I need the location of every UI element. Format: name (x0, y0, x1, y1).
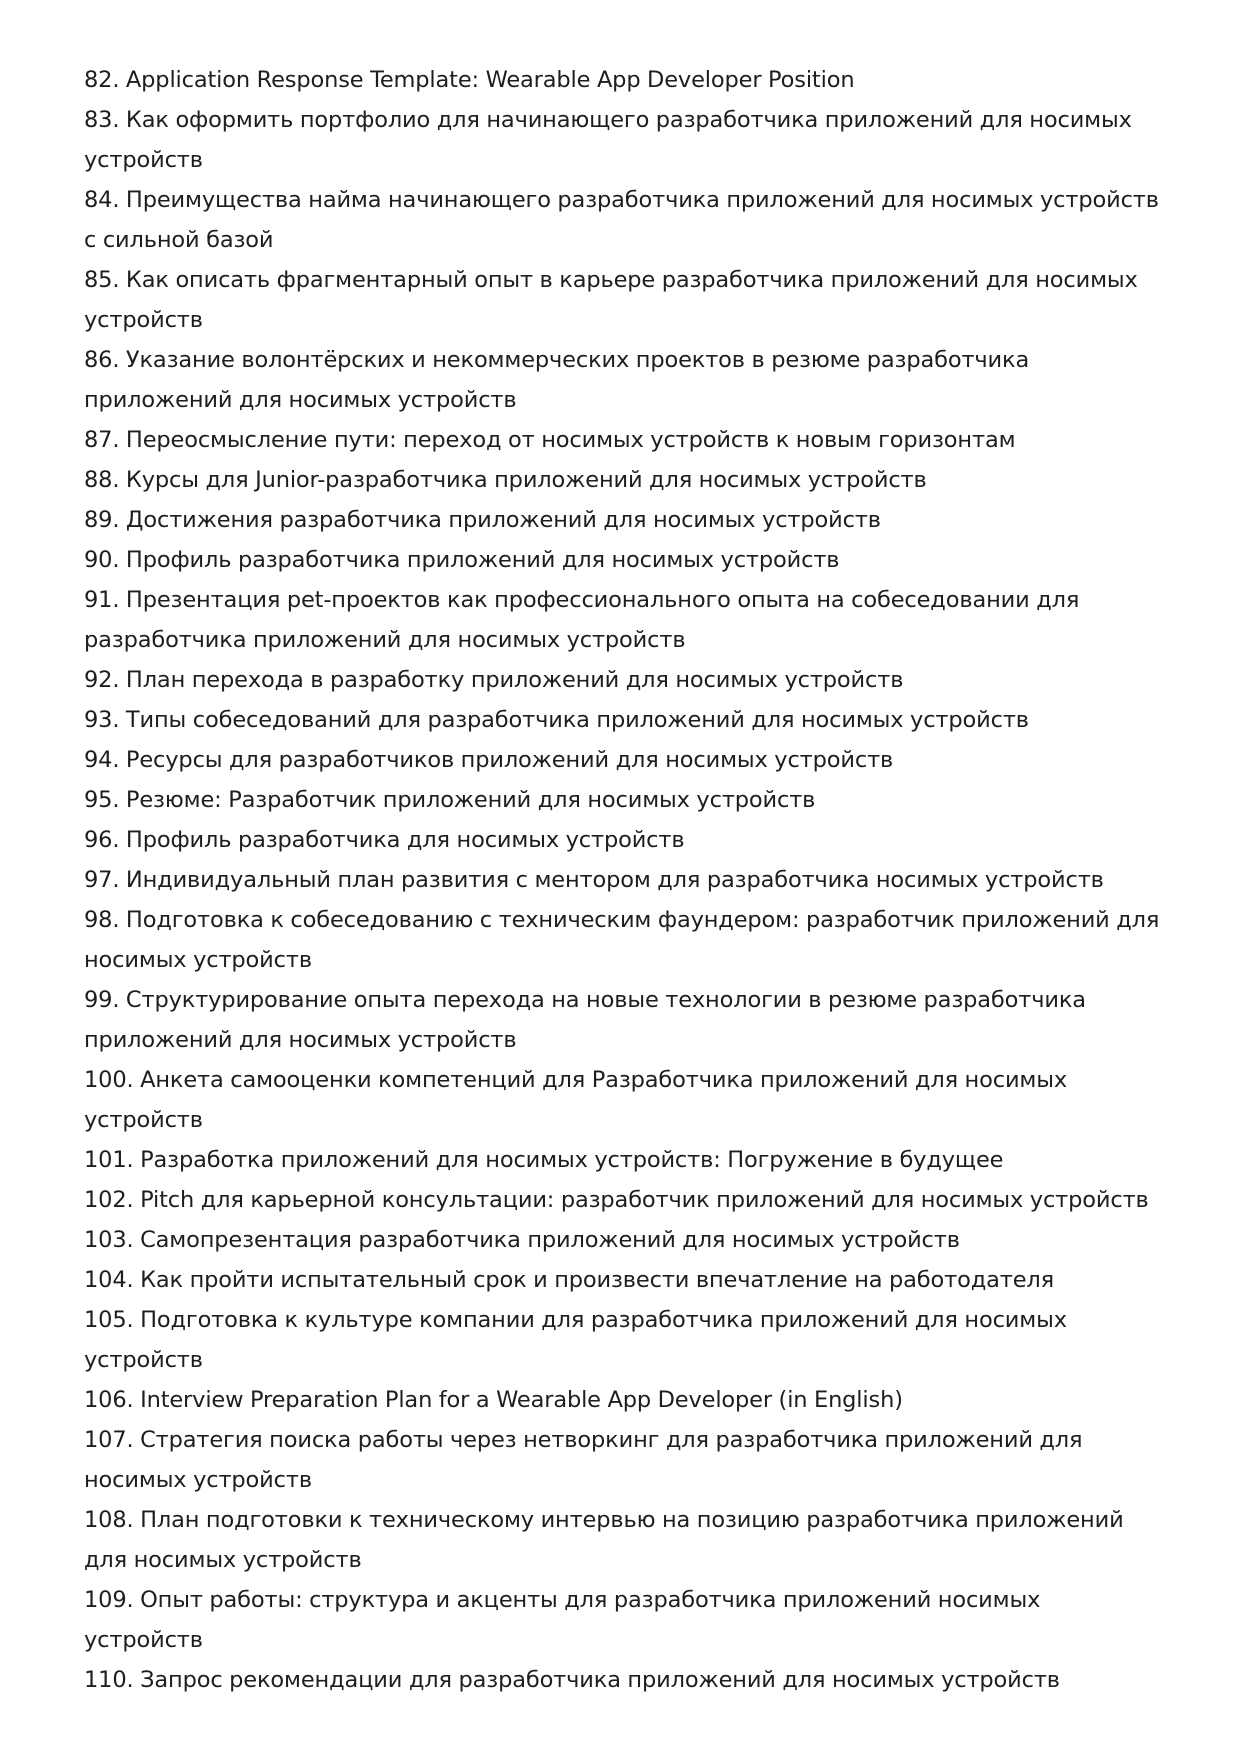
list-item: 82. Application Response Template: Wearable App Developer Position (84, 67, 855, 93)
list-item: 86. Указание волонтёрских и некоммерческих проектов в резюме разработчика приложений для носимых устройств (84, 347, 1030, 413)
list-item: 107. Стратегия поиска работы через нетворкинг для разработчика приложений для носимых устройств (84, 1427, 1083, 1493)
list-item: 90. Профиль разработчика приложений для носимых устройств (84, 547, 840, 573)
list-item: 94. Ресурсы для разработчиков приложений для носимых устройств (84, 747, 894, 773)
list-item: 85. Как описать фрагментарный опыт в карьере разработчика приложений для носимых устройств (84, 267, 1138, 333)
list-item: 98. Подготовка к собеседованию с техническим фаундером: разработчик приложений для носимых устройств (84, 907, 1160, 973)
list-item: 88. Курсы для Junior-разработчика приложений для носимых устройств (84, 467, 927, 493)
list-item: 92. План перехода в разработку приложений для носимых устройств (84, 667, 904, 693)
list-item: 105. Подготовка к культуре компании для разработчика приложений для носимых устройств (84, 1307, 1067, 1373)
list-item: 97. Индивидуальный план развития с ментором для разработчика носимых устройств (84, 867, 1104, 893)
list-item: 96. Профиль разработчика для носимых устройств (84, 827, 685, 853)
list-item: 103. Самопрезентация разработчика приложений для носимых устройств (84, 1227, 960, 1253)
list-item: 100. Анкета самооценки компетенций для Разработчика приложений для носимых устройств (84, 1067, 1068, 1133)
list-item: 91. Презентация pet-проектов как профессионального опыта на собеседовании для разработчика приложений для носимых устройств (84, 587, 1080, 653)
list-item: 83. Как оформить портфолио для начинающего разработчика приложений для носимых устройств (84, 107, 1132, 173)
list-item: 87. Переосмысление пути: переход от носимых устройств к новым горизонтам (84, 427, 1016, 453)
list-item: 95. Резюме: Разработчик приложений для носимых устройств (84, 787, 816, 813)
list-item: 84. Преимущества найма начинающего разработчика приложений для носимых устройств с сильной базой (84, 187, 1159, 253)
list-item: 110. Запрос рекомендации для разработчика приложений для носимых устройств (84, 1667, 1060, 1693)
list-item: 89. Достижения разработчика приложений для носимых устройств (84, 507, 881, 533)
list-item: 106. Interview Preparation Plan for a Wearable App Developer (in English) (84, 1387, 903, 1413)
list-item: 108. План подготовки к техническому интервью на позицию разработчика приложений для носимых устройств (84, 1507, 1124, 1573)
list-item: 104. Как пройти испытательный срок и произвести впечатление на работодателя (84, 1267, 1055, 1293)
list-item: 109. Опыт работы: структура и акценты для разработчика приложений носимых устройств (84, 1587, 1041, 1653)
document-list (84, 60, 1164, 1700)
list-item: 101. Разработка приложений для носимых устройств: Погружение в будущее (84, 1147, 1004, 1173)
list-item: 102. Pitch для карьерной консультации: разработчик приложений для носимых устройств (84, 1187, 1149, 1213)
list-item: 99. Структурирование опыта перехода на новые технологии в резюме разработчика приложений для носимых устройств (84, 987, 1086, 1053)
list-item: 93. Типы собеседований для разработчика приложений для носимых устройств (84, 707, 1029, 733)
